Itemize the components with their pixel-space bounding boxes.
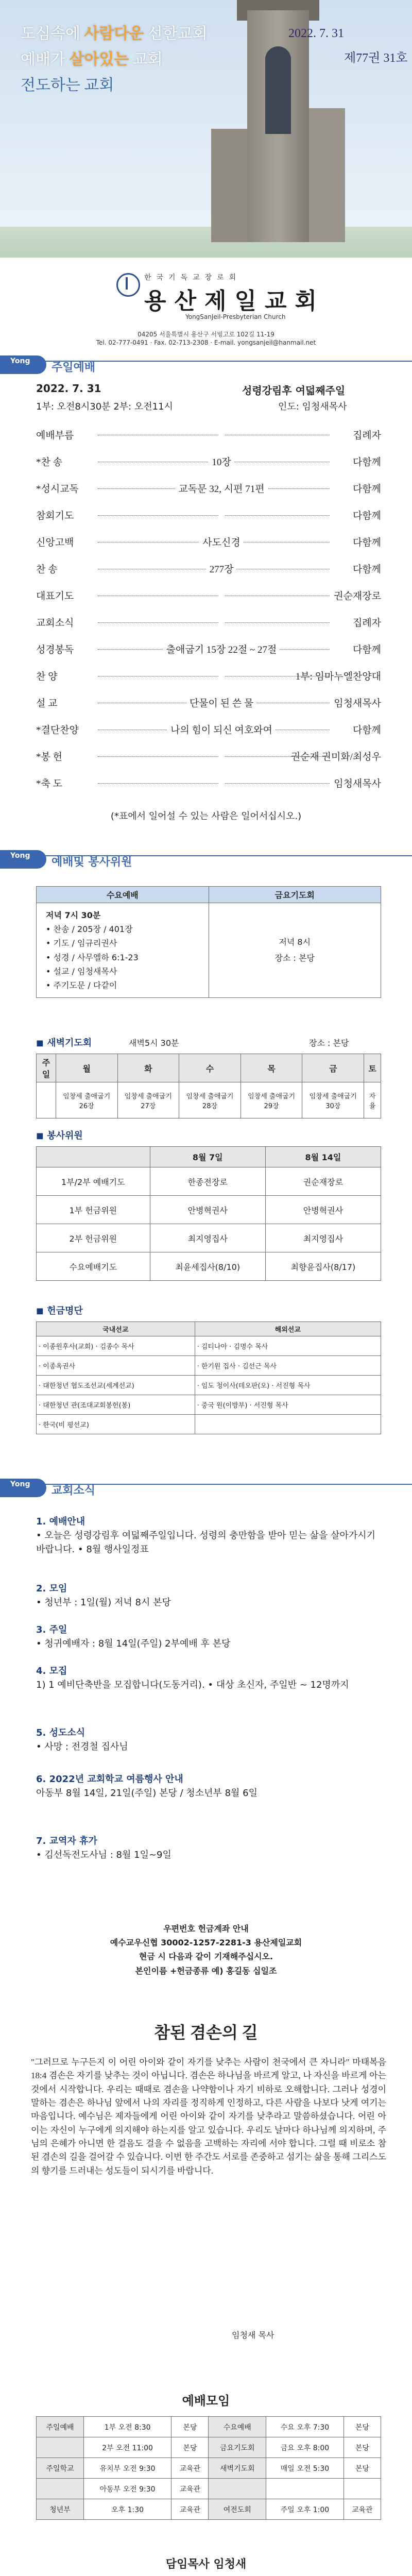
slogan-line-1: 도심속에 사람다운 선한교회 (21, 25, 208, 42)
news-item (36, 1772, 386, 1800)
slogan-line-2: 예배가 살아있는 교회 (21, 51, 163, 68)
worship-order-label: 찬 양 (36, 671, 58, 682)
issue-date: 2022. 7. 31 (288, 27, 344, 40)
worship-order-leader: 다함께 (352, 564, 381, 575)
worship-order-content: 교독문 32, 시편 71편 (129, 481, 314, 495)
worship-times: 1부: 오전8시30분 2부: 오전11시 (36, 401, 173, 412)
worship-leader: 인도: 임청새목사 (278, 401, 347, 412)
worship-order-leader: 1부: 임마누엘찬양대 (295, 671, 381, 682)
worship-order-leader: 임청새목사 (334, 778, 381, 789)
section-title-news: 교회소식 (52, 1484, 96, 1497)
worship-order-label: *찬 송 (36, 457, 62, 468)
news-item-heading: 3. 주일 (36, 1624, 67, 1635)
worship-order-leader: 권순재장로 (334, 591, 381, 602)
news-item-body: • 청귀예배자 : 8월 14일(주일) 2부예배 후 본당 (36, 1638, 231, 1649)
worship-order-row (36, 481, 381, 497)
denomination: 한국기독교장로회 (144, 274, 242, 282)
worship-order-leader: 다함께 (352, 511, 381, 521)
worship-order-leader: 다함께 (352, 725, 381, 736)
worship-order-label: 참회기도 (36, 511, 74, 521)
worship-order-content (129, 428, 314, 439)
worship-order-leader: 집례자 (352, 430, 381, 441)
worship-order-content (129, 588, 314, 600)
worship-order-row (36, 669, 381, 684)
news-item-body: • 청년부 : 1일(월) 저녁 8시 본당 (36, 1597, 171, 1608)
news-item-body: • 사망 : 전경철 집사님 (36, 1741, 128, 1752)
worship-order-content: 단물이 된 쓴 물 (129, 696, 314, 709)
dawn-prayer-time: 새벽5시 30분 (129, 1038, 179, 1048)
worship-order-row (36, 508, 381, 523)
section-tab-schedule: Yong (0, 850, 46, 869)
worship-order-content: 10장 (129, 454, 314, 468)
worship-order-label: 대표기도 (36, 591, 74, 602)
fri-service-details: 저녁 8시 장소 : 본당 (209, 903, 381, 998)
church-name: 용산제일교회 (144, 289, 325, 314)
news-item-heading: 5. 성도소식 (36, 1727, 85, 1738)
section-title-schedule: 예배및 봉사위원 (52, 856, 132, 869)
worship-order-row (36, 454, 381, 470)
committee-title: ◼ 봉사위원 (36, 1130, 83, 1141)
news-item (36, 1726, 386, 1754)
worship-order-leader: 집례자 (352, 618, 381, 629)
essay-author: 임청새 목사 (232, 2330, 274, 2340)
wed-service-header: 수요예배 (37, 887, 209, 903)
news-item-heading: 2. 모임 (36, 1583, 67, 1594)
weekday-services-table (36, 886, 381, 998)
worship-order-leader: 다함께 (352, 537, 381, 548)
worship-order-label: 설 교 (36, 698, 58, 709)
worship-order-row (36, 642, 381, 657)
news-item (36, 1515, 386, 1556)
worship-note: (*표에서 일어설 수 있는 사람은 일어서십시오.) (110, 811, 302, 822)
worship-order-leader: 다함께 (352, 484, 381, 495)
worship-order-label: 교회소식 (36, 618, 74, 629)
offering-title: ◼ 헌금명단 (36, 1306, 83, 1316)
slogan-line-3: 전도하는 교회 (21, 77, 114, 94)
worship-order-content (129, 749, 314, 760)
section-tab-worship: Yong (0, 355, 46, 374)
dawn-prayer-title: ◼ 새벽기도회 (36, 1038, 92, 1048)
essay-title: 참된 겸손의 길 (154, 2023, 258, 2042)
worship-order-label: 성경봉독 (36, 645, 74, 655)
church-name-english: YongSanJeil-Presbyterian Church (185, 313, 286, 320)
worship-order-row (36, 696, 381, 711)
worship-times-table: 주일예배 1부 오전 8:30 본당 수요예배 수요 오후 7:30 본당 2부 오전 11:00 본당 금요기도회 금요 오후 8:00 본당 주일학교 유치부 오전 9:30 교육관 새벽기도회 매일 오전 5:30 본당 아동부 오전 9:30 교육관 청년부 오후 1:30 교육관 여전도회 주일 오후 1:00 교육관 (36, 2416, 381, 2520)
news-item (36, 1834, 386, 1862)
news-item (36, 1664, 386, 1692)
worship-order-content: 사도신경 (129, 535, 314, 549)
worship-week: 성령강림후 여덟째주일 (242, 384, 346, 397)
news-item-body: • 김선독전도사님 : 8월 1일~9일 (36, 1850, 171, 1860)
offering-table: 국내선교 해외선교 · 이종원후사(교회) · 김종수 목사 · 김티나아 · 김명수 목사 · 이종옥권사 · 한기원 집사 · 김선근 목사 · 대한청년 협도조선교(세계선교) · 임도 청이사(테오판(오) · 서진형 목사 · 대한청년 관(조대교회봉헌(봉) · 중국 원(이방부) · 서진형 목사 · 한국(비 평선교) (36, 1321, 381, 1434)
worship-order-label: 찬 송 (36, 564, 58, 575)
worship-order-content (129, 615, 314, 626)
news-item-heading: 7. 교역자 휴가 (36, 1836, 97, 1846)
news-item-body: • 오늘은 성령강림후 여덟째주일입니다. 성령의 충만함을 받아 믿는 삶을 살아가시기 바랍니다. • 8월 행사일정표 (36, 1530, 376, 1555)
church-logo-icon (116, 273, 140, 297)
news-item-heading: 6. 2022년 교회학교 여름행사 안내 (36, 1774, 183, 1785)
worship-order-leader: 권순재 권미화/최성우 (290, 752, 381, 762)
worship-order-content (129, 669, 314, 680)
news-item (36, 1623, 386, 1651)
news-item-body: 1) 1 예비단축반을 모집합니다(도동거리). • 대상 초신자, 주일반 ~ 12명까지 (36, 1680, 349, 1690)
section-tab-news: Yong (0, 1479, 46, 1497)
worship-order-row (36, 776, 381, 791)
staff-title: 담임목사 임청새 (165, 2558, 247, 2571)
section-title-worship: 주일예배 (52, 361, 96, 374)
worship-order-leader: 다함께 (352, 645, 381, 655)
issue-number: 제77권 31호 (344, 52, 408, 65)
worship-times-title: 예배모임 (182, 2394, 230, 2408)
dawn-prayer-table: 주일 월 화 수 목 금 토 임창세 출애굽기 26장 임창세 출애굽기 27장 임창세 출애굽기 28장 임창세 출애굽기 29장 임창세 출애굽기 30장 자율 (36, 1054, 381, 1118)
worship-order-label: *봉 헌 (36, 752, 62, 762)
essay-body: "그러므로 누구든지 이 어린 아이와 같이 자기를 낮추는 사람이 천국에서 큰 자니라" 마태복음 18:4 겸손은 자기를 낮추는 것이 아닙니다. 겸손은 하나님을 바르게 알고, 나 자신을 바르게 아는 것에서 시작합니다. 우리는 때때로 겸손을 나약함이나 자기 비하로 오해합니다. 그러나 성경이 말하는 겸손은 하나님 앞에서 나의 자리를 정직하게 인정하고, 다른 사람을 나보다 낫게 여기는 마음입니다. 예수님은 제자들에게 어린 아이와 같이 자기를 낮추라고 말씀하셨습니다. 어린 아이는 자신이 누구에게 의지해야 하는지를 알고 있습니다. 우리도 날마다 하나님께 의지하며, 주님의 은혜가 아니면 한 걸음도 걸을 수 없음을 고백하는 자리에 서야 합니다. 그럴 때 비로소 참된 겸손의 길을 걸어갈 수 있습니다. 이번 한 주간도 서로를 존중하고 섬기는 삶을 통해 그리스도의 향기를 드러내는 성도들이 되시기를 바랍니다. (31, 2057, 386, 2176)
fri-service-header: 금요기도회 (209, 887, 381, 903)
news-item-heading: 1. 예배안내 (36, 1516, 85, 1527)
worship-order-row (36, 749, 381, 765)
news-item-body: 아동부 8월 14일, 21일(주일) 본당 / 청소년부 8월 6일 (36, 1788, 258, 1799)
worship-order-row (36, 535, 381, 550)
news-item-heading: 4. 모집 (36, 1666, 67, 1676)
worship-order-row (36, 615, 381, 631)
worship-order-leader: 임청새목사 (334, 698, 381, 709)
church-address: 04205 서울특별시 용산구 서빙고로 102길 11-19 (138, 331, 274, 338)
worship-order-content: 나의 힘이 되신 여호와여 (129, 722, 314, 736)
worship-order-label: 예배부름 (36, 430, 74, 441)
dawn-prayer-place: 장소 : 본당 (309, 1038, 349, 1048)
worship-date: 2022. 7. 31 (36, 382, 101, 395)
worship-order-row (36, 722, 381, 738)
worship-order-row (36, 428, 381, 443)
worship-order-row (36, 562, 381, 577)
worship-order-label: *축 도 (36, 778, 62, 789)
wed-service-details: 저녁 7시 30분 • 찬송 / 205장 / 401장 • 기도 / 임규리권사 • 성경 / 사무엘하 6:1-23 • 설교 / 임청새목사 • 주기도문 / 다같이 (37, 903, 209, 998)
worship-order-leader: 다함께 (352, 457, 381, 468)
worship-order-label: 신앙고백 (36, 537, 74, 548)
worship-order-row (36, 588, 381, 604)
church-contact: Tel. 02-777-0491 · Fax. 02-713-2308 · E-mail. yongsanjeil@hanmail.net (96, 339, 316, 346)
committee-table: 8월 7일 8월 14일 1부/2부 예배기도 한종전장로 권순재장로 1부 헌금위원 안병혁권사 안병혁권사 2부 헌금위원 최지영집사 최지영집사 수요예배기도 최윤세집사(8/10) 최향윤집사(8/17) (36, 1146, 381, 1281)
worship-order-label: *성시교독 (36, 484, 79, 495)
worship-order-content (129, 776, 314, 787)
news-item (36, 1582, 386, 1609)
worship-order-content: 277장 (129, 562, 314, 575)
worship-order-label: *결단찬양 (36, 725, 79, 736)
worship-order-content (129, 508, 314, 519)
worship-order-content: 출애굽기 15장 22절 ~ 27절 (129, 642, 314, 656)
bank-info: 우편번호 헌금계좌 안내 예수교우신협 30002-1257-2281-3 용산제일교회 현금 시 다음과 같이 기재해주십시오. 본인이름 +헌금종류 예) 홍길동 십일조 (110, 1924, 302, 1976)
